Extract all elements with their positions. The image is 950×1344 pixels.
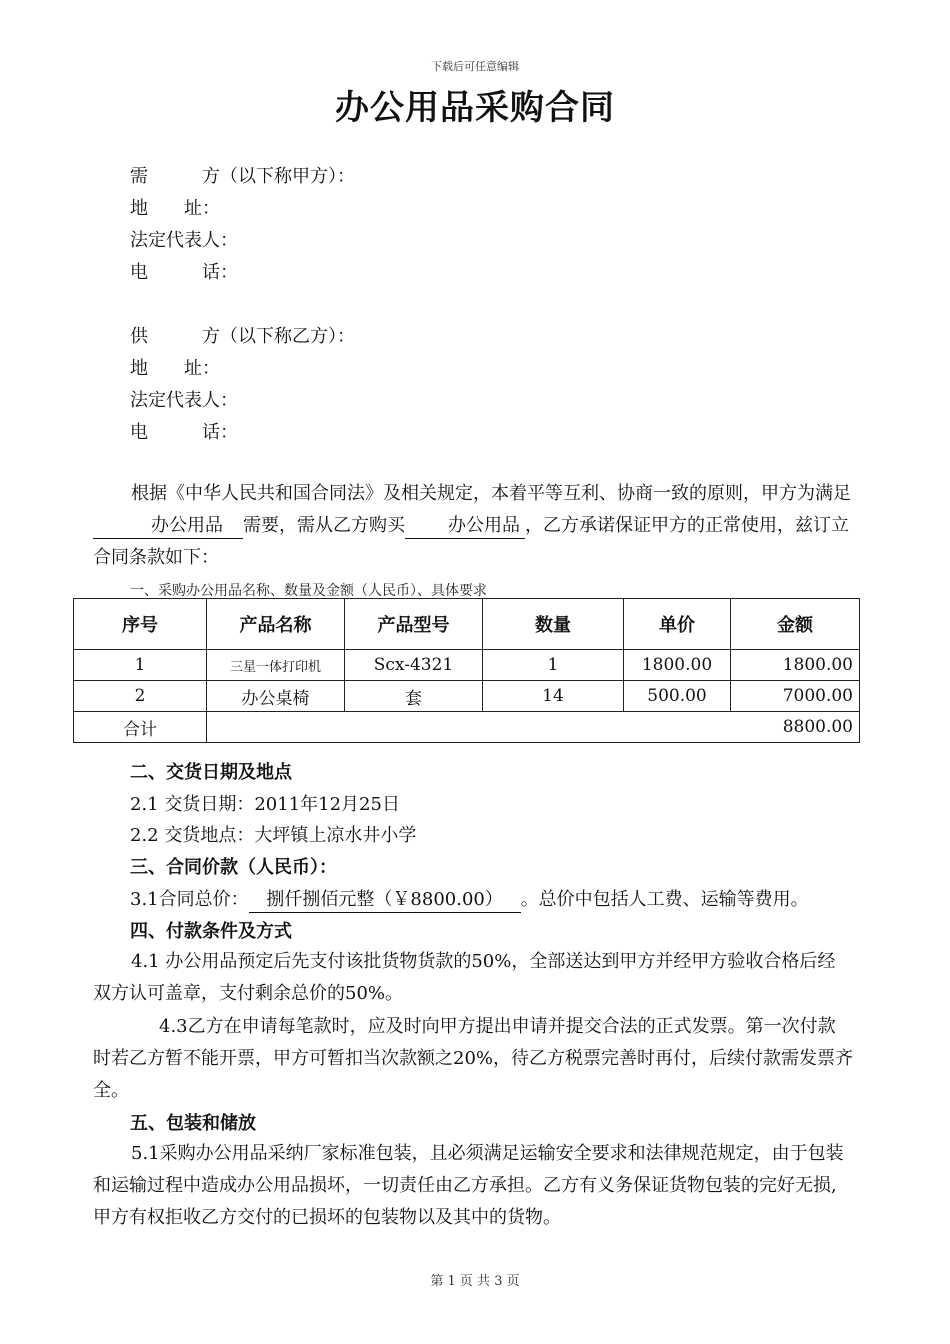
seller-party-label: 供 方（以下称乙方）： (130, 326, 355, 347)
section5-heading: 五、包装和储放 (130, 1113, 256, 1134)
table-row (74, 650, 860, 681)
clause-5-1: 5.1采购办公用品采纳厂家标准包装，且必须满足运输安全要求和法律规范规定，由于包装和运输过程中造成办公用品损坏，一切责任由乙方承担。乙方有义务保证货物包装的完好无损,甲方有权拒收乙方交付的已损坏的包装物以及其中的货物。 (93, 1143, 844, 1228)
cell-model: 套 (345, 681, 483, 712)
clause-4-1: 4.1 办公用品预定后先支付该批货物货款的50%，全部送达到甲方并经甲方验收合格后经双方认可盖章，支付剩余总价的50%。 (93, 951, 836, 1004)
seller-address-label: 地 址： (130, 358, 220, 379)
intro-text-1: 根据《中华人民共和国合同法》及相关规定，本着平等互利、协商一致的原则，甲方为满足 (131, 483, 851, 504)
col-header-model: 产品型号 (345, 599, 483, 650)
col-header-index: 序号 (74, 599, 207, 650)
buyer-party-label: 需 方（以下称甲方）： (130, 166, 355, 187)
cell-index: 2 (74, 681, 207, 712)
cell-index: 1 (74, 650, 207, 681)
items-table (73, 598, 860, 743)
section3-heading: 三、合同价款（人民币）： (130, 857, 337, 878)
clause-4-3: 4.3乙方在申请每笔款时，应及时向甲方提出申请并提交合法的正式发票。第一次付款时若乙方暂不能开票，甲方可暂扣当次款额之20%，待乙方税票完善时再付，后续付款需发票齐全。 (93, 1016, 854, 1101)
cell-name: 三星一体打印机 (207, 650, 345, 681)
clause-3-1-prefix: 3.1合同总价： (130, 889, 249, 910)
cell-name: 办公桌椅 (207, 681, 345, 712)
intro-paragraph (93, 478, 853, 574)
total-label: 合计 (74, 712, 207, 743)
intro-blank-item: 办公用品 (405, 514, 525, 539)
col-header-name: 产品名称 (207, 599, 345, 650)
section4-heading: 四、付款条件及方式 (130, 921, 292, 942)
intro-text-3: ，乙方承诺保证甲方的正常使用，兹订立合同条款如下： (93, 515, 849, 568)
section2-heading: 二、交货日期及地点 (130, 762, 292, 783)
cell-model: Scx-4321 (345, 650, 483, 681)
clause-3-1-suffix: 。总价中包括人工费、运输等费用。 (520, 889, 809, 910)
clause-2-1: 2.1 交货日期：2011年12月25日 (130, 794, 400, 815)
cell-amount: 7000.00 (731, 681, 860, 712)
header-note: 下载后可任意编辑 (431, 60, 519, 73)
cell-amount: 1800.00 (731, 650, 860, 681)
contract-total-amount: 捌仟捌佰元整（￥8800.00） (249, 888, 521, 913)
buyer-phone-label: 电 话： (130, 262, 238, 283)
cell-unit-price: 500.00 (624, 681, 731, 712)
cell-qty: 1 (483, 650, 624, 681)
intro-blank-purpose: 办公用品 (93, 514, 243, 539)
col-header-qty: 数量 (483, 599, 624, 650)
document-title: 办公用品采购合同 (335, 88, 615, 128)
clause-3-1 (130, 885, 809, 913)
table-header-row (74, 599, 860, 650)
seller-phone-label: 电 话： (130, 422, 238, 443)
buyer-address-label: 地 址： (130, 198, 220, 219)
table-row (74, 681, 860, 712)
col-header-amount: 金额 (731, 599, 860, 650)
seller-rep-label: 法定代表人： (130, 390, 238, 411)
buyer-rep-label: 法定代表人： (130, 230, 238, 251)
clause-2-2: 2.2 交货地点：大坪镇上凉水井小学 (130, 825, 417, 846)
intro-text-2: 需要，需从乙方购买 (243, 515, 405, 536)
page-footer: 第 1 页 共 3 页 (430, 1274, 520, 1289)
cell-unit-price: 1800.00 (624, 650, 731, 681)
table-total-row (74, 712, 860, 743)
total-value: 8800.00 (207, 712, 860, 743)
cell-qty: 14 (483, 681, 624, 712)
col-header-unit-price: 单价 (624, 599, 731, 650)
section1-caption: 一、采购办公用品名称、数量及金额（人民币）、具体要求 (130, 583, 487, 599)
